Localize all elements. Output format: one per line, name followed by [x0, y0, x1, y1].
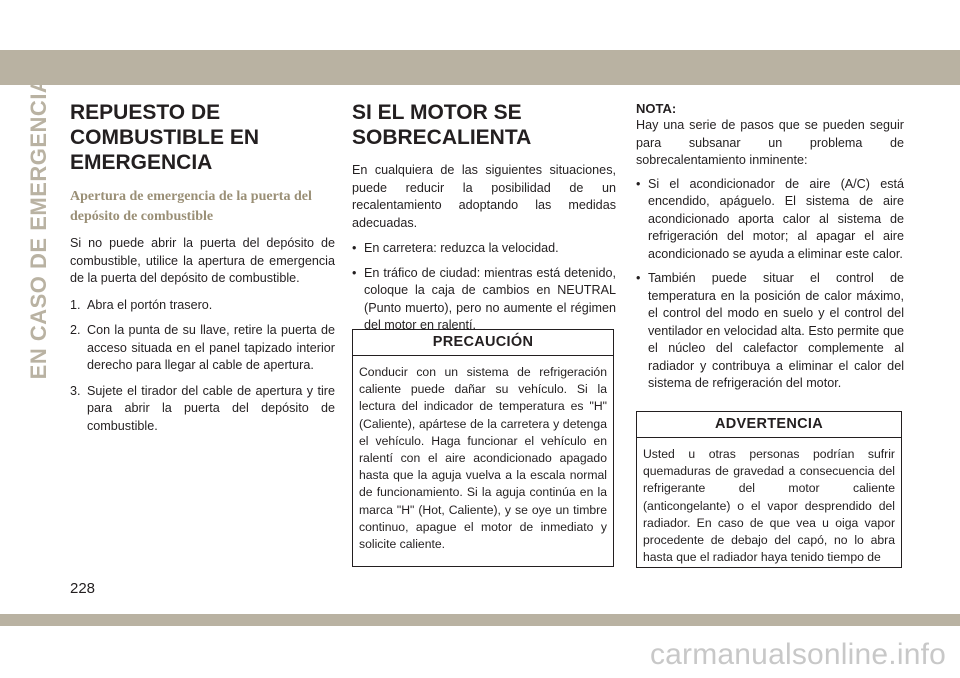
overheat-intro-paragraph: En cualquiera de las siguientes situaciones, puede reducir la posibilidad de un recalentamiento adoptando las medidas adecuadas. — [352, 163, 616, 230]
warning-text: Usted u otras personas podrían sufrir quemaduras de gravedad a consecuencia del refrigerante del motor caliente (anticongelante) o el vapor desprendido del radiador. En caso de que vea u oiga vapor procedente de debajo del capó, no lo abra hasta que el radiador haya tenido tiempo de — [643, 447, 895, 565]
fuel-step — [70, 383, 335, 436]
caution-heading: PRECAUCIÓN — [353, 330, 613, 356]
bottom-decorative-band — [0, 614, 960, 626]
step-number: 1. — [70, 297, 81, 312]
bullet-item — [636, 270, 904, 393]
bullet-item — [636, 176, 904, 264]
step-number: 3. — [70, 383, 81, 398]
fuel-steps-list — [70, 297, 335, 436]
bullet-text: También puede situar el control de temperatura en la posición de calor máximo, el control del modo en suelo y el control del ventilador en velocidad alta. Esto permite que el núcleo del calefactor complemente al radiador y contribuya a eliminar el calor del sistema de refrigeración del motor. — [648, 271, 904, 390]
bullet-text: En tráfico de ciudad: mientras está detenido, coloque la caja de cambios en NEUTRAL (Punto muerto), pero no aumente el régimen del motor en ralentí. — [364, 265, 616, 332]
step-number: 2. — [70, 323, 81, 337]
step-text: Sujete el tirador del cable de apertura y tire para abrir la puerta del depósito de combustible. — [87, 383, 335, 433]
fuel-step — [70, 322, 335, 375]
bullet-text: En carretera: reduzca la velocidad. — [364, 241, 559, 255]
bullet-item — [352, 240, 616, 258]
bullet-item — [352, 265, 616, 335]
bullet-text: Si el acondicionador de aire (A/C) está encendido, apáguelo. El sistema de aire acondicionado aporta calor al sistema de refrigeración del motor; al apagar el aire acondicionado se ayuda a eliminar este calor. — [648, 176, 904, 261]
page-number: 228 — [70, 580, 96, 597]
fuel-door-subtitle: Apertura de emergencia de la puerta del depósito de combustible — [70, 189, 312, 224]
top-decorative-band — [0, 50, 960, 85]
warning-heading: ADVERTENCIA — [637, 412, 901, 438]
note-label: NOTA: — [636, 101, 677, 116]
bullet-mark: • — [636, 176, 641, 191]
caution-text: Conducir con un sistema de refrigeración caliente puede dañar su vehículo. Si la lectura del indicador de temperatura es "H" (Caliente), apártese de la carretera y detenga el vehículo. Haga funcionar el vehículo en ralentí con el aire acondicionado apagado hasta que la aguja vuelva a la escala normal de funcionamiento. Si la aguja continúa en la marca "H" (Hot, Caliente), y se oye un timbre continuo, apague el motor de inmediato y solicite caliente. — [359, 365, 607, 552]
bullet-mark: • — [352, 241, 357, 255]
column-engine-overheat — [352, 100, 616, 342]
bullet-mark: • — [636, 271, 641, 285]
note-bullets — [636, 176, 904, 393]
fuel-section-title: REPUESTO DE COMBUSTIBLE EN EMERGENCIA — [70, 101, 259, 174]
note-intro-paragraph: Hay una serie de pasos que se pueden seguir para subsanar un problema de sobrecalentamiento inminente: — [636, 118, 904, 167]
section-side-tab-label: EN CASO DE EMERGENCIA — [26, 76, 51, 380]
section-side-tab — [26, 76, 52, 380]
overheat-section-title: SI EL MOTOR SE SOBRECALIENTA — [352, 101, 532, 149]
column-emergency-fuel — [70, 100, 335, 443]
fuel-intro-paragraph: Si no puede abrir la puerta del depósito de combustible, utilice la apertura de emergencia de la puerta del depósito de combustible. — [70, 236, 335, 285]
step-text: Con la punta de su llave, retire la puerta de acceso situada en el panel tapizado interior derecho para llegar al cable de apertura. — [87, 323, 335, 372]
watermark-text: carmanualsonline.info — [649, 638, 946, 671]
fuel-step — [70, 297, 335, 315]
caution-box — [352, 329, 614, 567]
column-note — [636, 100, 904, 400]
step-text: Abra el portón trasero. — [87, 297, 213, 312]
bullet-mark: • — [352, 265, 357, 280]
overheat-bullets — [352, 240, 616, 335]
warning-box — [636, 411, 902, 568]
